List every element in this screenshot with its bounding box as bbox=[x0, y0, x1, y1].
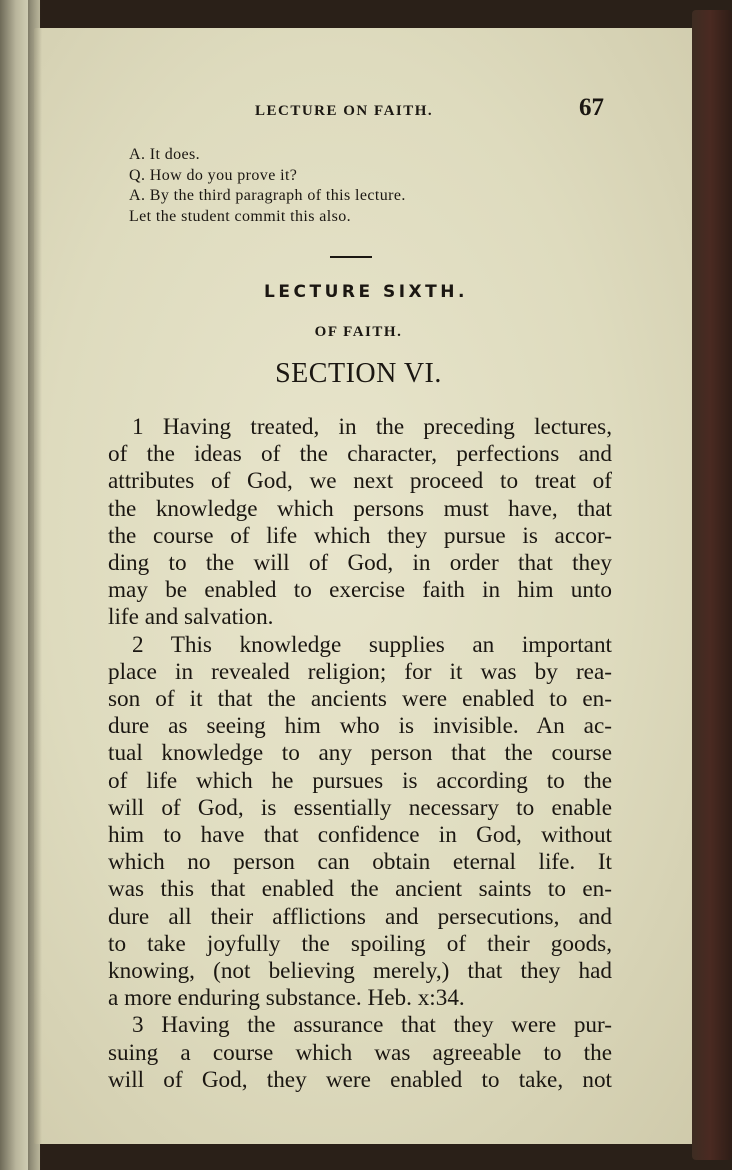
qa-block bbox=[129, 145, 549, 227]
qa-line: A. By the third paragraph of this lecture. bbox=[129, 187, 406, 204]
text-line: to take joyfully the spoiling of their goods, bbox=[108, 930, 612, 957]
paragraph bbox=[108, 1012, 612, 1094]
page-number: 67 bbox=[579, 94, 604, 121]
qa-line: A. It does. bbox=[129, 146, 201, 163]
text-line: which no person can obtain eternal life. It bbox=[108, 849, 612, 876]
text-line: tual knowledge to any person that the course bbox=[108, 740, 612, 767]
text-line: dure as seeing him who is invisible. An ac- bbox=[108, 713, 612, 740]
running-head: LECTURE ON FAITH. bbox=[255, 103, 434, 119]
text-line: 3 Having the assurance that they were pur- bbox=[132, 1012, 612, 1039]
text-line: suing a course which was agreeable to the bbox=[108, 1039, 612, 1066]
text-line: him to have that confidence in God, without bbox=[108, 822, 612, 849]
text-line: 2 This knowledge supplies an important bbox=[132, 631, 612, 658]
body-text bbox=[108, 414, 612, 1094]
text-line: son of it that the ancients were enabled to en- bbox=[108, 686, 612, 713]
text-line: place in revealed religion; for it was by rea- bbox=[108, 658, 612, 685]
text-line: dure all their afflictions and persecutions, and bbox=[108, 903, 612, 930]
text-line: attributes of God, we next proceed to treat of bbox=[108, 468, 612, 495]
qa-line: Q. How do you prove it? bbox=[129, 166, 298, 184]
text-line: ding to the will of God, in order that they bbox=[108, 550, 612, 577]
text-line: 1 Having treated, in the preceding lectures, bbox=[132, 414, 612, 440]
text-line: knowing, (not believing merely,) that they had bbox=[108, 958, 612, 985]
lecture-title: LECTURE SIXTH. bbox=[264, 282, 468, 302]
text-line: of the ideas of the character, perfections and bbox=[108, 441, 612, 468]
text-line: of life which he pursues is according to the bbox=[108, 767, 612, 794]
text-line: may be enabled to exercise faith in him unto bbox=[108, 577, 612, 604]
text-line: will of God, they were enabled to take, not bbox=[108, 1066, 612, 1093]
text-line: the course of life which they pursue is accor- bbox=[108, 522, 612, 549]
text-line: life and salvation. bbox=[108, 604, 274, 631]
text-line: a more enduring substance. Heb. x:34. bbox=[108, 985, 465, 1012]
text-line: will of God, is essentially necessary to enable bbox=[108, 794, 612, 821]
section-title: SECTION VI. bbox=[275, 358, 442, 389]
paragraph bbox=[108, 414, 612, 632]
lecture-subtitle: OF FAITH. bbox=[314, 324, 403, 340]
text-line: was this that enabled the ancient saints to en- bbox=[108, 876, 612, 903]
section-divider bbox=[330, 256, 372, 258]
text-line: the knowledge which persons must have, that bbox=[108, 495, 612, 522]
qa-line: Let the student commit this also. bbox=[129, 207, 352, 225]
paragraph bbox=[108, 632, 612, 1013]
